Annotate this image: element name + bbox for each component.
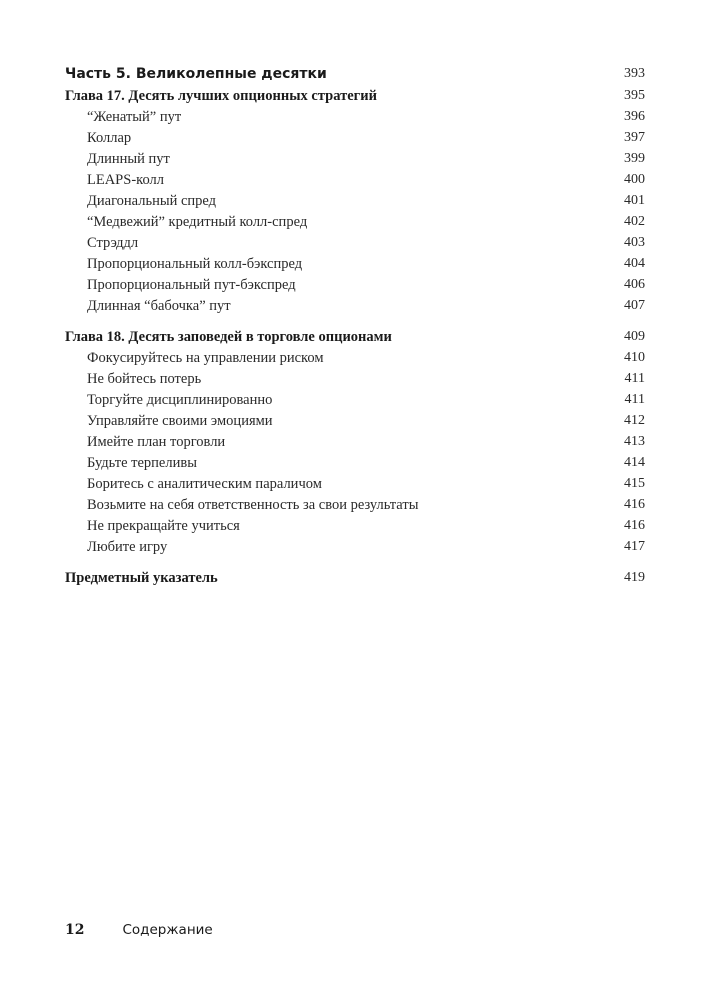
- section-gap: [65, 316, 645, 326]
- toc-entry-page: 402: [624, 214, 645, 229]
- toc-entry-page: 407: [624, 298, 645, 313]
- page-footer: [65, 920, 213, 940]
- toc-entry[interactable]: [65, 253, 645, 274]
- section-gap: [65, 557, 645, 567]
- chapter-page-number: 409: [624, 329, 645, 344]
- toc-entry-page: 416: [624, 497, 645, 512]
- toc-entry-page: 417: [624, 539, 645, 554]
- toc-entry-title: Коллар: [87, 130, 132, 146]
- toc-entry[interactable]: [65, 211, 645, 232]
- toc-entry-title: Торгуйте дисциплинированно: [87, 392, 273, 408]
- toc-entry-title: Диагональный спред: [87, 193, 217, 209]
- index-title: Предметный указатель: [65, 570, 218, 586]
- toc-entry-page: 414: [624, 455, 645, 470]
- toc-entry-title: “Медвежий” кредитный колл-спред: [87, 214, 308, 230]
- toc-entry-title: Длинный пут: [87, 151, 170, 167]
- chapter-page-number: 395: [624, 88, 645, 103]
- toc-entry[interactable]: [65, 515, 645, 536]
- toc-entry-title: Пропорциональный колл-бэкспред: [87, 256, 303, 272]
- footer-section-title: Содержание: [122, 922, 213, 938]
- table-of-contents: [65, 62, 645, 588]
- toc-entry-page: 410: [624, 350, 645, 365]
- toc-entry-page: 411: [624, 392, 645, 407]
- toc-entry-title: Фокусируйтесь на управлении риском: [87, 350, 324, 366]
- chapter-title: Глава 17. Десять лучших опционных стратегий: [65, 88, 377, 104]
- toc-entry[interactable]: [65, 232, 645, 253]
- toc-entry-page: 397: [624, 130, 645, 145]
- toc-entry-page: 415: [624, 476, 645, 491]
- footer-page-number: 12: [65, 922, 85, 938]
- toc-entry[interactable]: [65, 190, 645, 211]
- toc-entry[interactable]: [65, 347, 645, 368]
- part-heading-row[interactable]: [65, 62, 645, 85]
- toc-entry[interactable]: [65, 536, 645, 557]
- toc-entry-page: 400: [624, 172, 645, 187]
- toc-entry-title: Стрэддл: [87, 235, 139, 251]
- index-page-number: 419: [624, 570, 645, 585]
- toc-entry[interactable]: [65, 274, 645, 295]
- toc-entry-page: 401: [624, 193, 645, 208]
- toc-entry-title: Пропорциональный пут-бэкспред: [87, 277, 296, 293]
- toc-entry-title: Будьте терпеливы: [87, 455, 197, 471]
- toc-entry-page: 411: [624, 371, 645, 386]
- toc-entry-title: Любите игру: [87, 539, 168, 555]
- toc-entry-title: Возьмите на себя ответственность за свои результаты: [87, 497, 419, 513]
- toc-entry[interactable]: [65, 295, 645, 316]
- toc-entry[interactable]: [65, 368, 645, 389]
- toc-entry[interactable]: [65, 494, 645, 515]
- toc-entry-title: Не бойтесь потерь: [87, 371, 202, 387]
- toc-entry-title: Имейте план торговли: [87, 434, 226, 450]
- toc-entry[interactable]: [65, 127, 645, 148]
- toc-entry[interactable]: [65, 106, 645, 127]
- toc-entry-title: Боритесь с аналитическим параличом: [87, 476, 322, 492]
- part-title: Часть 5. Великолепные десятки: [65, 66, 327, 82]
- toc-entry-page: 416: [624, 518, 645, 533]
- toc-entry[interactable]: [65, 410, 645, 431]
- chapter-heading-row[interactable]: [65, 85, 645, 106]
- toc-entry-title: LEAPS-колл: [87, 172, 164, 188]
- toc-entry[interactable]: [65, 431, 645, 452]
- toc-entry[interactable]: [65, 169, 645, 190]
- index-heading-row[interactable]: [65, 567, 645, 588]
- toc-entry-page: 404: [624, 256, 645, 271]
- toc-entry-page: 413: [624, 434, 645, 449]
- toc-entry-page: 406: [624, 277, 645, 292]
- toc-entry[interactable]: [65, 473, 645, 494]
- chapter-heading-row[interactable]: [65, 326, 645, 347]
- toc-entry-title: Длинная “бабочка” пут: [87, 298, 231, 314]
- toc-entry-page: 412: [624, 413, 645, 428]
- toc-entry[interactable]: [65, 148, 645, 169]
- toc-entry-title: Управляйте своими эмоциями: [87, 413, 273, 429]
- toc-entry[interactable]: [65, 452, 645, 473]
- toc-entry-title: Не прекращайте учиться: [87, 518, 240, 534]
- chapter-title: Глава 18. Десять заповедей в торговле опционами: [65, 329, 392, 345]
- toc-entry-title: “Женатый” пут: [87, 109, 182, 125]
- part-page-number: 393: [624, 66, 645, 81]
- toc-entry-page: 396: [624, 109, 645, 124]
- toc-entry-page: 399: [624, 151, 645, 166]
- toc-entry[interactable]: [65, 389, 645, 410]
- toc-entry-page: 403: [624, 235, 645, 250]
